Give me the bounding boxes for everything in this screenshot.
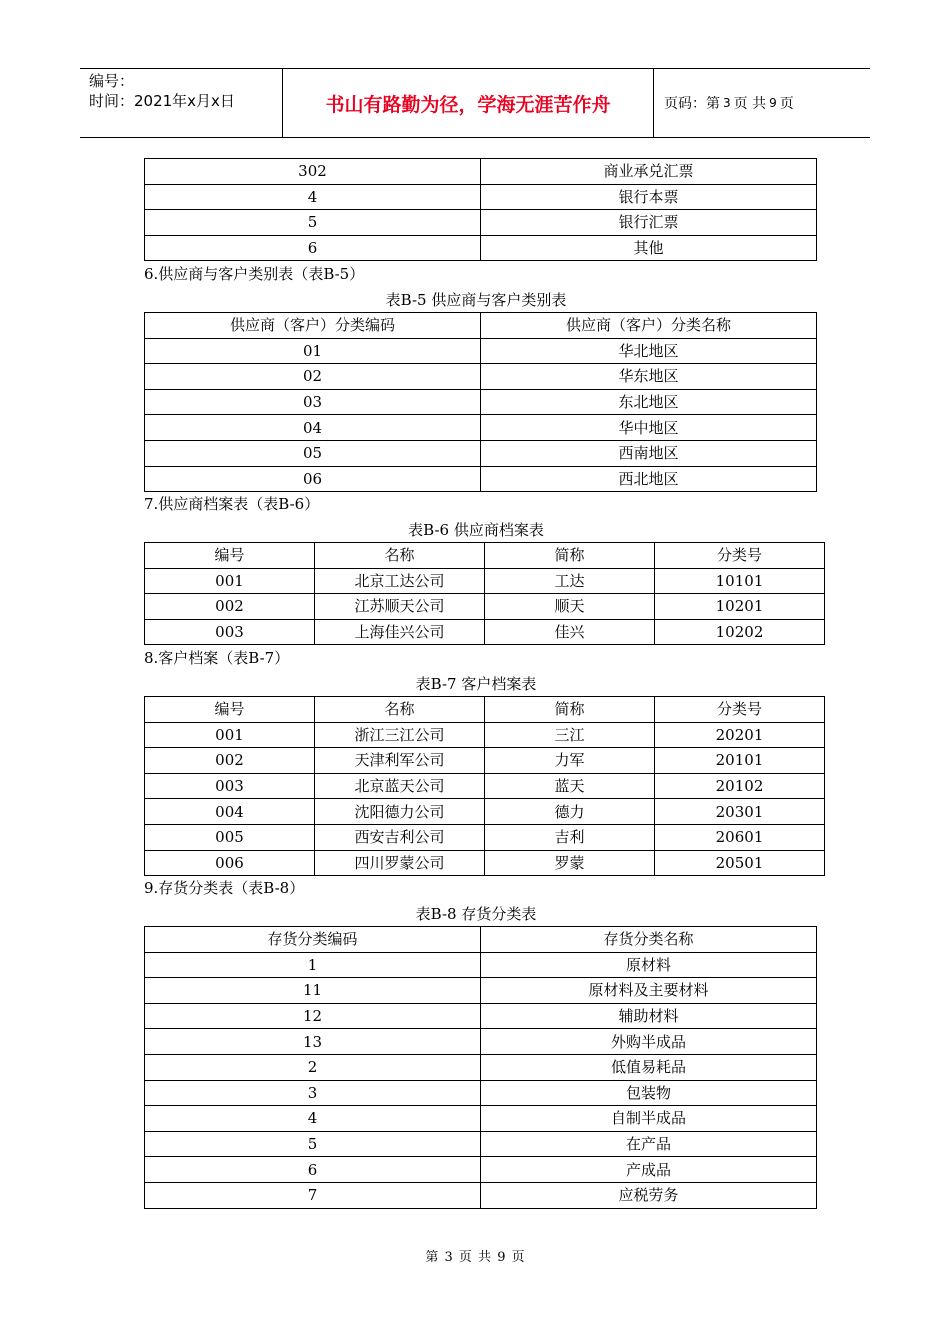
table-row bbox=[145, 978, 817, 1004]
cell: 20601 bbox=[655, 824, 825, 850]
table-row bbox=[145, 466, 817, 492]
cell: 2 bbox=[145, 1054, 481, 1080]
cell: 天津利军公司 bbox=[315, 748, 485, 774]
table-b6-caption: 表B-6 供应商档案表 bbox=[408, 521, 544, 539]
table-row bbox=[145, 594, 825, 620]
table-row bbox=[145, 235, 817, 261]
cell: 12 bbox=[145, 1003, 481, 1029]
table-row bbox=[145, 184, 817, 210]
cell: 包装物 bbox=[481, 1080, 817, 1106]
section-8-heading: 8.客户档案（表B-7） bbox=[144, 649, 290, 667]
cell: 低值易耗品 bbox=[481, 1054, 817, 1080]
cell: 沈阳德力公司 bbox=[315, 799, 485, 825]
table-row bbox=[145, 210, 817, 236]
cell: 04 bbox=[145, 415, 481, 441]
table-b7-caption: 表B-7 客户档案表 bbox=[415, 675, 537, 693]
table-continued bbox=[144, 158, 817, 261]
table-row bbox=[145, 1106, 817, 1132]
column-header: 存货分类名称 bbox=[481, 927, 817, 953]
column-header: 供应商（客户）分类名称 bbox=[481, 313, 817, 339]
cell: 力军 bbox=[485, 748, 655, 774]
table-row bbox=[145, 850, 825, 876]
page-prefix: 页码：第 bbox=[664, 96, 720, 112]
cell: 6 bbox=[145, 1157, 481, 1183]
column-header: 编号 bbox=[145, 543, 315, 569]
table-row bbox=[145, 619, 825, 645]
cell: 06 bbox=[145, 466, 481, 492]
table-header-row bbox=[145, 927, 817, 953]
table-row bbox=[145, 1003, 817, 1029]
table-row bbox=[145, 1080, 817, 1106]
cell: 5 bbox=[145, 1131, 481, 1157]
table-b5-caption: 表B-5 供应商与客户类别表 bbox=[385, 291, 567, 309]
table-row bbox=[145, 338, 817, 364]
table-header-row bbox=[145, 543, 825, 569]
table-b8 bbox=[144, 926, 817, 1209]
cell: 辅助材料 bbox=[481, 1003, 817, 1029]
cell: 302 bbox=[145, 159, 481, 185]
cell: 华东地区 bbox=[481, 364, 817, 390]
cell: 006 bbox=[145, 850, 315, 876]
cell: 01 bbox=[145, 338, 481, 364]
column-header: 编号 bbox=[145, 697, 315, 723]
table-row bbox=[145, 952, 817, 978]
cell: 002 bbox=[145, 594, 315, 620]
cell: 4 bbox=[145, 1106, 481, 1132]
header-meta bbox=[80, 69, 282, 137]
cell: 应税劳务 bbox=[481, 1182, 817, 1208]
header-motto: 书山有路勤为径，学海无涯苦作舟 bbox=[282, 69, 654, 137]
cell: 吉利 bbox=[485, 824, 655, 850]
page-mid: 页 共 bbox=[733, 96, 767, 112]
cell: 1 bbox=[145, 952, 481, 978]
cell: 西南地区 bbox=[481, 440, 817, 466]
document-date: 时间：2021年x月x日 bbox=[89, 92, 235, 110]
page-suffix: 页 bbox=[779, 96, 794, 112]
table-row bbox=[145, 824, 825, 850]
cell: 10201 bbox=[655, 594, 825, 620]
cell: 3 bbox=[145, 1080, 481, 1106]
cell: 003 bbox=[145, 619, 315, 645]
cell: 4 bbox=[145, 184, 481, 210]
section-6-heading: 6.供应商与客户类别表（表B-5） bbox=[144, 265, 365, 283]
section-7-heading: 7.供应商档案表（表B-6） bbox=[144, 495, 320, 513]
cell: 西安吉利公司 bbox=[315, 824, 485, 850]
table-row bbox=[145, 1029, 817, 1055]
cell: 北京蓝天公司 bbox=[315, 773, 485, 799]
cell: 江苏顺天公司 bbox=[315, 594, 485, 620]
cell: 华中地区 bbox=[481, 415, 817, 441]
cell: 20301 bbox=[655, 799, 825, 825]
cell: 商业承兑汇票 bbox=[481, 159, 817, 185]
table-row bbox=[145, 568, 825, 594]
cell: 05 bbox=[145, 440, 481, 466]
page-total: 9 bbox=[769, 96, 777, 110]
cell: 外购半成品 bbox=[481, 1029, 817, 1055]
cell: 7 bbox=[145, 1182, 481, 1208]
column-header: 分类号 bbox=[655, 697, 825, 723]
column-header: 存货分类编码 bbox=[145, 927, 481, 953]
table-row bbox=[145, 1054, 817, 1080]
column-header: 名称 bbox=[315, 697, 485, 723]
column-header: 简称 bbox=[485, 697, 655, 723]
cell: 02 bbox=[145, 364, 481, 390]
cell: 原材料及主要材料 bbox=[481, 978, 817, 1004]
cell: 西北地区 bbox=[481, 466, 817, 492]
cell: 蓝天 bbox=[485, 773, 655, 799]
column-header: 名称 bbox=[315, 543, 485, 569]
cell: 东北地区 bbox=[481, 389, 817, 415]
cell: 银行本票 bbox=[481, 184, 817, 210]
table-header-row bbox=[145, 697, 825, 723]
cell: 20201 bbox=[655, 722, 825, 748]
page-current: 3 bbox=[723, 96, 731, 110]
column-header: 供应商（客户）分类编码 bbox=[145, 313, 481, 339]
table-row bbox=[145, 799, 825, 825]
cell: 002 bbox=[145, 748, 315, 774]
column-header: 简称 bbox=[485, 543, 655, 569]
table-row bbox=[145, 159, 817, 185]
table-b8-caption: 表B-8 存货分类表 bbox=[415, 905, 537, 923]
cell: 佳兴 bbox=[485, 619, 655, 645]
table-row bbox=[145, 415, 817, 441]
table-b6 bbox=[144, 542, 825, 645]
cell: 10101 bbox=[655, 568, 825, 594]
cell: 6 bbox=[145, 235, 481, 261]
cell: 北京工达公司 bbox=[315, 568, 485, 594]
cell: 工达 bbox=[485, 568, 655, 594]
page-footer: 第 3 页 共 9 页 bbox=[425, 1250, 525, 1265]
table-b7 bbox=[144, 696, 825, 876]
cell: 11 bbox=[145, 978, 481, 1004]
cell: 浙江三江公司 bbox=[315, 722, 485, 748]
table-row bbox=[145, 748, 825, 774]
cell: 20501 bbox=[655, 850, 825, 876]
cell: 原材料 bbox=[481, 952, 817, 978]
table-row bbox=[145, 1157, 817, 1183]
section-9-heading: 9.存货分类表（表B-8） bbox=[144, 879, 305, 897]
cell: 20101 bbox=[655, 748, 825, 774]
table-b5 bbox=[144, 312, 817, 492]
table-row bbox=[145, 389, 817, 415]
cell: 001 bbox=[145, 568, 315, 594]
table-row bbox=[145, 1131, 817, 1157]
column-header: 分类号 bbox=[655, 543, 825, 569]
cell: 产成品 bbox=[481, 1157, 817, 1183]
cell: 10202 bbox=[655, 619, 825, 645]
cell: 13 bbox=[145, 1029, 481, 1055]
cell: 德力 bbox=[485, 799, 655, 825]
cell: 03 bbox=[145, 389, 481, 415]
cell: 银行汇票 bbox=[481, 210, 817, 236]
table-row bbox=[145, 440, 817, 466]
cell: 三江 bbox=[485, 722, 655, 748]
cell: 其他 bbox=[481, 235, 817, 261]
table-row bbox=[145, 773, 825, 799]
table-row bbox=[145, 722, 825, 748]
page-header bbox=[80, 68, 870, 138]
cell: 001 bbox=[145, 722, 315, 748]
cell: 华北地区 bbox=[481, 338, 817, 364]
document-number: 编号： bbox=[89, 72, 135, 90]
cell: 在产品 bbox=[481, 1131, 817, 1157]
cell: 四川罗蒙公司 bbox=[315, 850, 485, 876]
cell: 005 bbox=[145, 824, 315, 850]
cell: 自制半成品 bbox=[481, 1106, 817, 1132]
cell: 顺天 bbox=[485, 594, 655, 620]
cell: 上海佳兴公司 bbox=[315, 619, 485, 645]
table-row bbox=[145, 364, 817, 390]
table-header-row bbox=[145, 313, 817, 339]
table-row bbox=[145, 1182, 817, 1208]
cell: 20102 bbox=[655, 773, 825, 799]
cell: 003 bbox=[145, 773, 315, 799]
cell: 5 bbox=[145, 210, 481, 236]
cell: 004 bbox=[145, 799, 315, 825]
cell: 罗蒙 bbox=[485, 850, 655, 876]
header-page-number bbox=[654, 69, 870, 137]
